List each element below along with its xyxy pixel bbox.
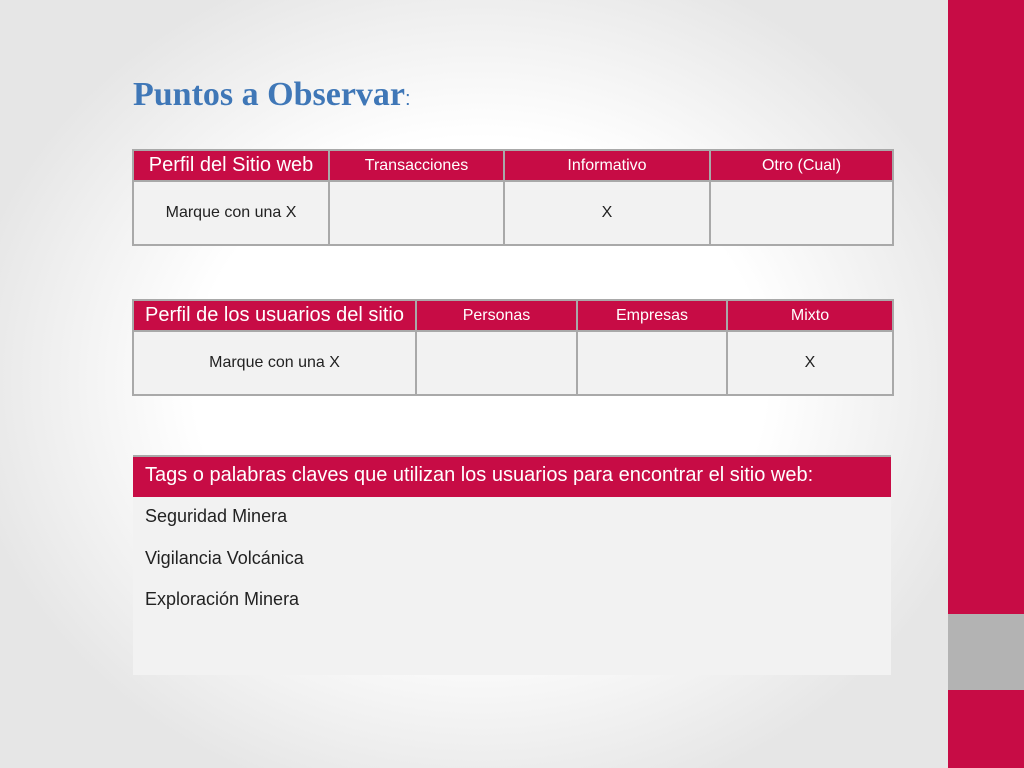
cell-personas[interactable] [416,331,577,395]
header-empresas: Empresas [577,300,727,331]
page-title [133,76,411,114]
cell-informativo[interactable]: X [504,181,710,245]
user-profile-table [132,299,894,396]
tags-box [133,455,891,675]
tag-item: Seguridad Minera [145,506,288,526]
title-text: Puntos a Observar [133,76,405,113]
user-profile-row-label: Marque con una X [133,331,416,395]
cell-empresas[interactable] [577,331,727,395]
title-colon: : [405,88,411,110]
user-profile-header-title: Perfil de los usuarios del sitio [133,300,416,331]
header-transacciones: Transacciones [329,150,504,181]
user-profile-header-row [133,300,893,331]
side-gray-block [948,614,1024,690]
tags-list [133,497,891,626]
user-profile-row [133,331,893,395]
tag-item: Exploración Minera [145,589,300,609]
tags-header: Tags o palabras claves que utilizan los usuarios para encontrar el sitio web: [133,455,891,497]
header-personas: Personas [416,300,577,331]
cell-mixto[interactable]: X [727,331,893,395]
header-otro: Otro (Cual) [710,150,893,181]
site-profile-row [133,181,893,245]
site-profile-header-title: Perfil del Sitio web [133,150,329,181]
tag-item: Vigilancia Volcánica [145,547,304,568]
site-profile-header-row [133,150,893,181]
site-profile-row-label: Marque con una X [133,181,329,245]
cell-transacciones[interactable] [329,181,504,245]
side-accent-bar [948,0,1024,768]
cell-otro[interactable] [710,181,893,245]
header-informativo: Informativo [504,150,710,181]
header-mixto: Mixto [727,300,893,331]
site-profile-table [132,149,894,246]
